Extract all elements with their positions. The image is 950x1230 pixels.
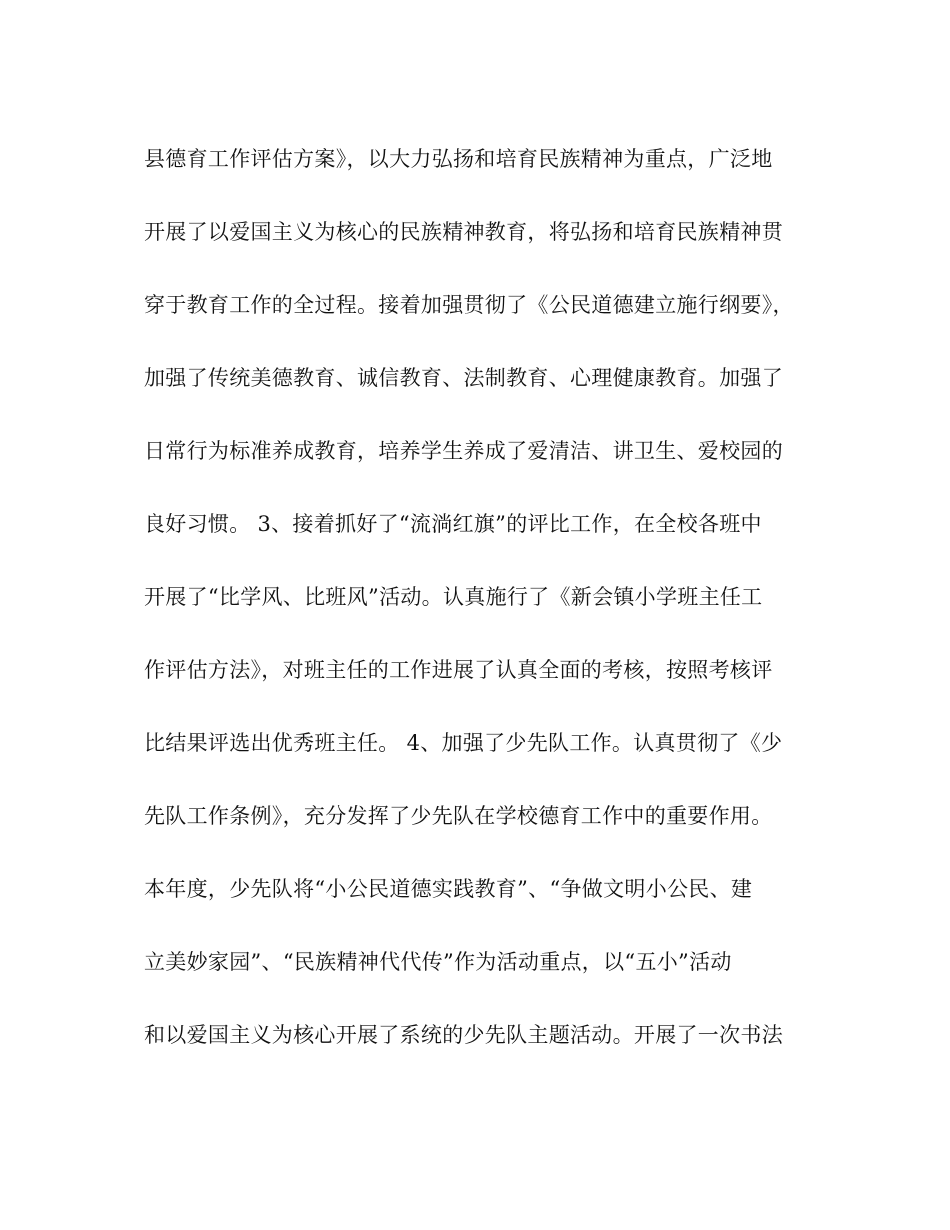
text-line: 和以爱国主义为核心开展了系统的少先队主题活动。开展了一次书法 [144,1023,783,1047]
text-line: 县德育工作评估方案》，以大力弘扬和培育民族精神为重点，广泛地 [144,147,773,171]
text-line: 加强了传统美德教育、诚信教育、法制教育、心理健康教育。加强了 [144,366,783,390]
text-line: 本年度，少先队将“小公民道德实践教育”、“争做文明小公民、建 [144,877,753,901]
text-line: 比结果评选出优秀班主任。 4、加强了少先队工作。认真贯彻了《少 [144,731,783,755]
text-line: 立美妙家园”、“民族精神代代传”作为活动重点，以“五小”活动 [144,950,732,974]
body-text [144,139,824,1088]
text-line: 作评估方法》，对班主任的工作进展了认真全面的考核，按照考核评 [144,658,773,682]
text-line: 良好习惯。 3、接着抓好了“流淌红旗”的评比工作，在全校各班中 [144,512,762,536]
text-line: 开展了“比学风、比班风”活动。认真施行了《新会镇小学班主任工 [144,585,763,609]
text-line: 先队工作条例》，充分发挥了少先队在学校德育工作中的重要作用。 [144,804,773,828]
text-line: 穿于教育工作的全过程。接着加强贯彻了《公民道德建立施行纲要》， [144,293,794,317]
text-line: 日常行为标准养成教育，培养学生养成了爱清洁、讲卫生、爱校园的 [144,439,783,463]
text-line: 开展了以爱国主义为核心的民族精神教育，将弘扬和培育民族精神贯 [144,220,783,244]
